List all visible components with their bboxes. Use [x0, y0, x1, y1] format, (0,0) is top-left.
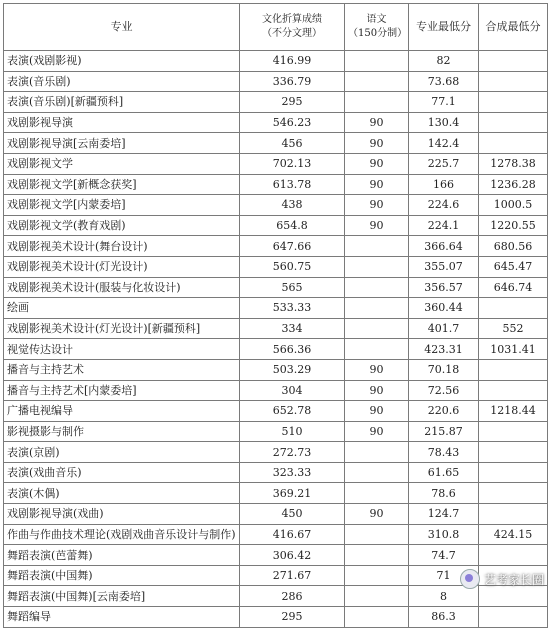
- watermark-text: 艺考家长圈: [483, 572, 544, 587]
- cell-major: 舞蹈表演(中国舞)[云南委培]: [4, 586, 240, 607]
- table-row: [4, 401, 548, 422]
- cell-major-min: 224.6: [409, 195, 479, 216]
- cell-major-min: 166: [409, 174, 479, 195]
- header-chinese-label: 语文: [366, 14, 387, 25]
- cell-chinese: [345, 92, 409, 113]
- cell-combined-min: [479, 462, 548, 483]
- table-row: [4, 153, 548, 174]
- cell-major: 表演(音乐剧)[新疆预科]: [4, 92, 240, 113]
- cell-major: 戏剧影视美术设计(灯光设计)[新疆预科]: [4, 318, 240, 339]
- cell-chinese: [345, 71, 409, 92]
- cell-combined-min: 680.56: [479, 236, 548, 257]
- cell-combined-min: [479, 380, 548, 401]
- cell-culture-score: 304: [240, 380, 345, 401]
- cell-major: 戏剧影视导演(戏曲): [4, 504, 240, 525]
- table-row: [4, 71, 548, 92]
- cell-chinese: [345, 462, 409, 483]
- cell-chinese: [345, 565, 409, 586]
- table-row: [4, 133, 548, 154]
- cell-combined-min: [479, 442, 548, 463]
- header-combined-min: 合成最低分: [479, 4, 548, 51]
- cell-major-min: 360.44: [409, 298, 479, 319]
- cell-chinese: [345, 545, 409, 566]
- cell-major: 播音与主持艺术[内蒙委培]: [4, 380, 240, 401]
- cell-major-min: 220.6: [409, 401, 479, 422]
- cell-culture-score: 560.75: [240, 256, 345, 277]
- table-row: [4, 421, 548, 442]
- table-row: [4, 504, 548, 525]
- cell-combined-min: [479, 51, 548, 72]
- cell-major-min: 401.7: [409, 318, 479, 339]
- cell-culture-score: 546.23: [240, 112, 345, 133]
- cell-culture-score: 652.78: [240, 401, 345, 422]
- cell-major-min: 86.3: [409, 607, 479, 628]
- header-chinese: [345, 4, 409, 51]
- table-row: [4, 215, 548, 236]
- cell-major-min: 8: [409, 586, 479, 607]
- cell-major-min: 74.7: [409, 545, 479, 566]
- cell-chinese: [345, 318, 409, 339]
- cell-major: 作曲与作曲技术理论(戏剧戏曲音乐设计与制作): [4, 524, 240, 545]
- cell-culture-score: 566.36: [240, 339, 345, 360]
- cell-major: 戏剧影视文学(教育戏剧): [4, 215, 240, 236]
- header-major: 专业: [4, 4, 240, 51]
- cell-major-min: 72.56: [409, 380, 479, 401]
- cell-culture-score: 510: [240, 421, 345, 442]
- cell-chinese: [345, 339, 409, 360]
- wechat-logo-icon: [460, 569, 480, 589]
- header-culture-score-note: （不分文理）: [262, 28, 322, 39]
- cell-chinese: 90: [345, 215, 409, 236]
- cell-culture-score: 286: [240, 586, 345, 607]
- cell-culture-score: 295: [240, 92, 345, 113]
- cell-major-min: 130.4: [409, 112, 479, 133]
- cell-major: 绘画: [4, 298, 240, 319]
- table-row: [4, 174, 548, 195]
- table-header: [4, 4, 548, 51]
- table-row: [4, 256, 548, 277]
- cell-combined-min: [479, 112, 548, 133]
- cell-chinese: 90: [345, 380, 409, 401]
- cell-major-min: 355.07: [409, 256, 479, 277]
- header-major-min: 专业最低分: [409, 4, 479, 51]
- cell-culture-score: 323.33: [240, 462, 345, 483]
- cell-major: 戏剧影视导演: [4, 112, 240, 133]
- cell-major: 舞蹈表演(芭蕾舞): [4, 545, 240, 566]
- cell-chinese: [345, 277, 409, 298]
- cell-chinese: 90: [345, 421, 409, 442]
- table-row: [4, 462, 548, 483]
- cell-culture-score: 306.42: [240, 545, 345, 566]
- cell-major: 表演(音乐剧): [4, 71, 240, 92]
- watermark: [460, 568, 544, 590]
- cell-combined-min: 1218.44: [479, 401, 548, 422]
- cell-combined-min: [479, 359, 548, 380]
- cell-major: 表演(木偶): [4, 483, 240, 504]
- cell-chinese: [345, 256, 409, 277]
- cell-culture-score: 334: [240, 318, 345, 339]
- cell-combined-min: [479, 545, 548, 566]
- table-body: [4, 51, 548, 628]
- cell-combined-min: 1220.55: [479, 215, 548, 236]
- cell-culture-score: 533.33: [240, 298, 345, 319]
- cell-major: 视觉传达设计: [4, 339, 240, 360]
- cell-major-min: 366.64: [409, 236, 479, 257]
- cell-major: 表演(戏剧影视): [4, 51, 240, 72]
- cell-chinese: [345, 51, 409, 72]
- cell-culture-score: 456: [240, 133, 345, 154]
- cell-major-min: 71: [409, 565, 479, 586]
- cell-major-min: 77.1: [409, 92, 479, 113]
- cell-culture-score: 272.73: [240, 442, 345, 463]
- cell-major: 戏剧影视美术设计(舞台设计): [4, 236, 240, 257]
- cell-combined-min: 552: [479, 318, 548, 339]
- cell-culture-score: 702.13: [240, 153, 345, 174]
- cell-major-min: 225.7: [409, 153, 479, 174]
- cell-combined-min: [479, 71, 548, 92]
- cell-combined-min: 645.47: [479, 256, 548, 277]
- table-row: [4, 277, 548, 298]
- cell-combined-min: 1000.5: [479, 195, 548, 216]
- cell-culture-score: 416.99: [240, 51, 345, 72]
- cell-chinese: [345, 236, 409, 257]
- cell-culture-score: 369.21: [240, 483, 345, 504]
- cell-culture-score: 565: [240, 277, 345, 298]
- cell-chinese: [345, 524, 409, 545]
- cell-chinese: 90: [345, 195, 409, 216]
- cell-major-min: 73.68: [409, 71, 479, 92]
- cell-culture-score: 416.67: [240, 524, 345, 545]
- table-row: [4, 298, 548, 319]
- table-row: [4, 51, 548, 72]
- table-row: [4, 380, 548, 401]
- cell-major: 舞蹈编导: [4, 607, 240, 628]
- table-row: [4, 483, 548, 504]
- cell-combined-min: 1031.41: [479, 339, 548, 360]
- cell-major-min: 124.7: [409, 504, 479, 525]
- cell-chinese: [345, 483, 409, 504]
- cell-major-min: 78.43: [409, 442, 479, 463]
- cell-major: 戏剧影视导演[云南委培]: [4, 133, 240, 154]
- cell-major: 表演(京剧): [4, 442, 240, 463]
- cell-major-min: 142.4: [409, 133, 479, 154]
- cell-combined-min: 646.74: [479, 277, 548, 298]
- cell-culture-score: 438: [240, 195, 345, 216]
- cell-combined-min: [479, 92, 548, 113]
- cell-major-min: 61.65: [409, 462, 479, 483]
- table-row: [4, 92, 548, 113]
- cell-combined-min: [479, 421, 548, 442]
- table-row: [4, 339, 548, 360]
- table-row: [4, 359, 548, 380]
- cell-major: 广播电视编导: [4, 401, 240, 422]
- cell-chinese: 90: [345, 153, 409, 174]
- cell-chinese: 90: [345, 504, 409, 525]
- cell-major-min: 82: [409, 51, 479, 72]
- cell-major: 舞蹈表演(中国舞): [4, 565, 240, 586]
- cell-chinese: 90: [345, 359, 409, 380]
- cell-major-min: 356.57: [409, 277, 479, 298]
- table-row: [4, 607, 548, 628]
- cell-culture-score: 336.79: [240, 71, 345, 92]
- cell-major: 表演(戏曲音乐): [4, 462, 240, 483]
- cell-major: 戏剧影视美术设计(服装与化妆设计): [4, 277, 240, 298]
- table-row: [4, 318, 548, 339]
- cell-major-min: 310.8: [409, 524, 479, 545]
- cell-combined-min: 1278.38: [479, 153, 548, 174]
- cell-combined-min: [479, 483, 548, 504]
- cell-chinese: 90: [345, 174, 409, 195]
- cell-major-min: 78.6: [409, 483, 479, 504]
- cell-major: 播音与主持艺术: [4, 359, 240, 380]
- table-row: [4, 442, 548, 463]
- cell-major: 戏剧影视文学[内蒙委培]: [4, 195, 240, 216]
- cell-chinese: 90: [345, 112, 409, 133]
- cell-culture-score: 450: [240, 504, 345, 525]
- cell-culture-score: 654.8: [240, 215, 345, 236]
- table-row: [4, 524, 548, 545]
- cell-major-min: 224.1: [409, 215, 479, 236]
- cell-culture-score: 295: [240, 607, 345, 628]
- cell-major: 戏剧影视文学[新概念获奖]: [4, 174, 240, 195]
- table-row: [4, 195, 548, 216]
- cell-culture-score: 613.78: [240, 174, 345, 195]
- cell-culture-score: 271.67: [240, 565, 345, 586]
- table-row: [4, 545, 548, 566]
- cell-major-min: 423.31: [409, 339, 479, 360]
- cell-major-min: 215.87: [409, 421, 479, 442]
- cell-chinese: [345, 607, 409, 628]
- cell-combined-min: 1236.28: [479, 174, 548, 195]
- cell-culture-score: 647.66: [240, 236, 345, 257]
- cell-chinese: [345, 586, 409, 607]
- cell-chinese: 90: [345, 401, 409, 422]
- cell-chinese: [345, 442, 409, 463]
- header-chinese-note: （150分制）: [348, 28, 408, 39]
- table-row: [4, 236, 548, 257]
- header-culture-score: [240, 4, 345, 51]
- cell-chinese: [345, 298, 409, 319]
- cell-combined-min: 424.15: [479, 524, 548, 545]
- cell-combined-min: [479, 504, 548, 525]
- cell-major-min: 70.18: [409, 359, 479, 380]
- cell-combined-min: [479, 298, 548, 319]
- cell-major: 戏剧影视美术设计(灯光设计): [4, 256, 240, 277]
- score-table: [3, 3, 548, 628]
- cell-culture-score: 503.29: [240, 359, 345, 380]
- cell-chinese: 90: [345, 133, 409, 154]
- cell-major: 影视摄影与制作: [4, 421, 240, 442]
- cell-major: 戏剧影视文学: [4, 153, 240, 174]
- cell-combined-min: [479, 607, 548, 628]
- table-row: [4, 112, 548, 133]
- header-culture-score-label: 文化折算成绩: [262, 14, 322, 25]
- cell-combined-min: [479, 133, 548, 154]
